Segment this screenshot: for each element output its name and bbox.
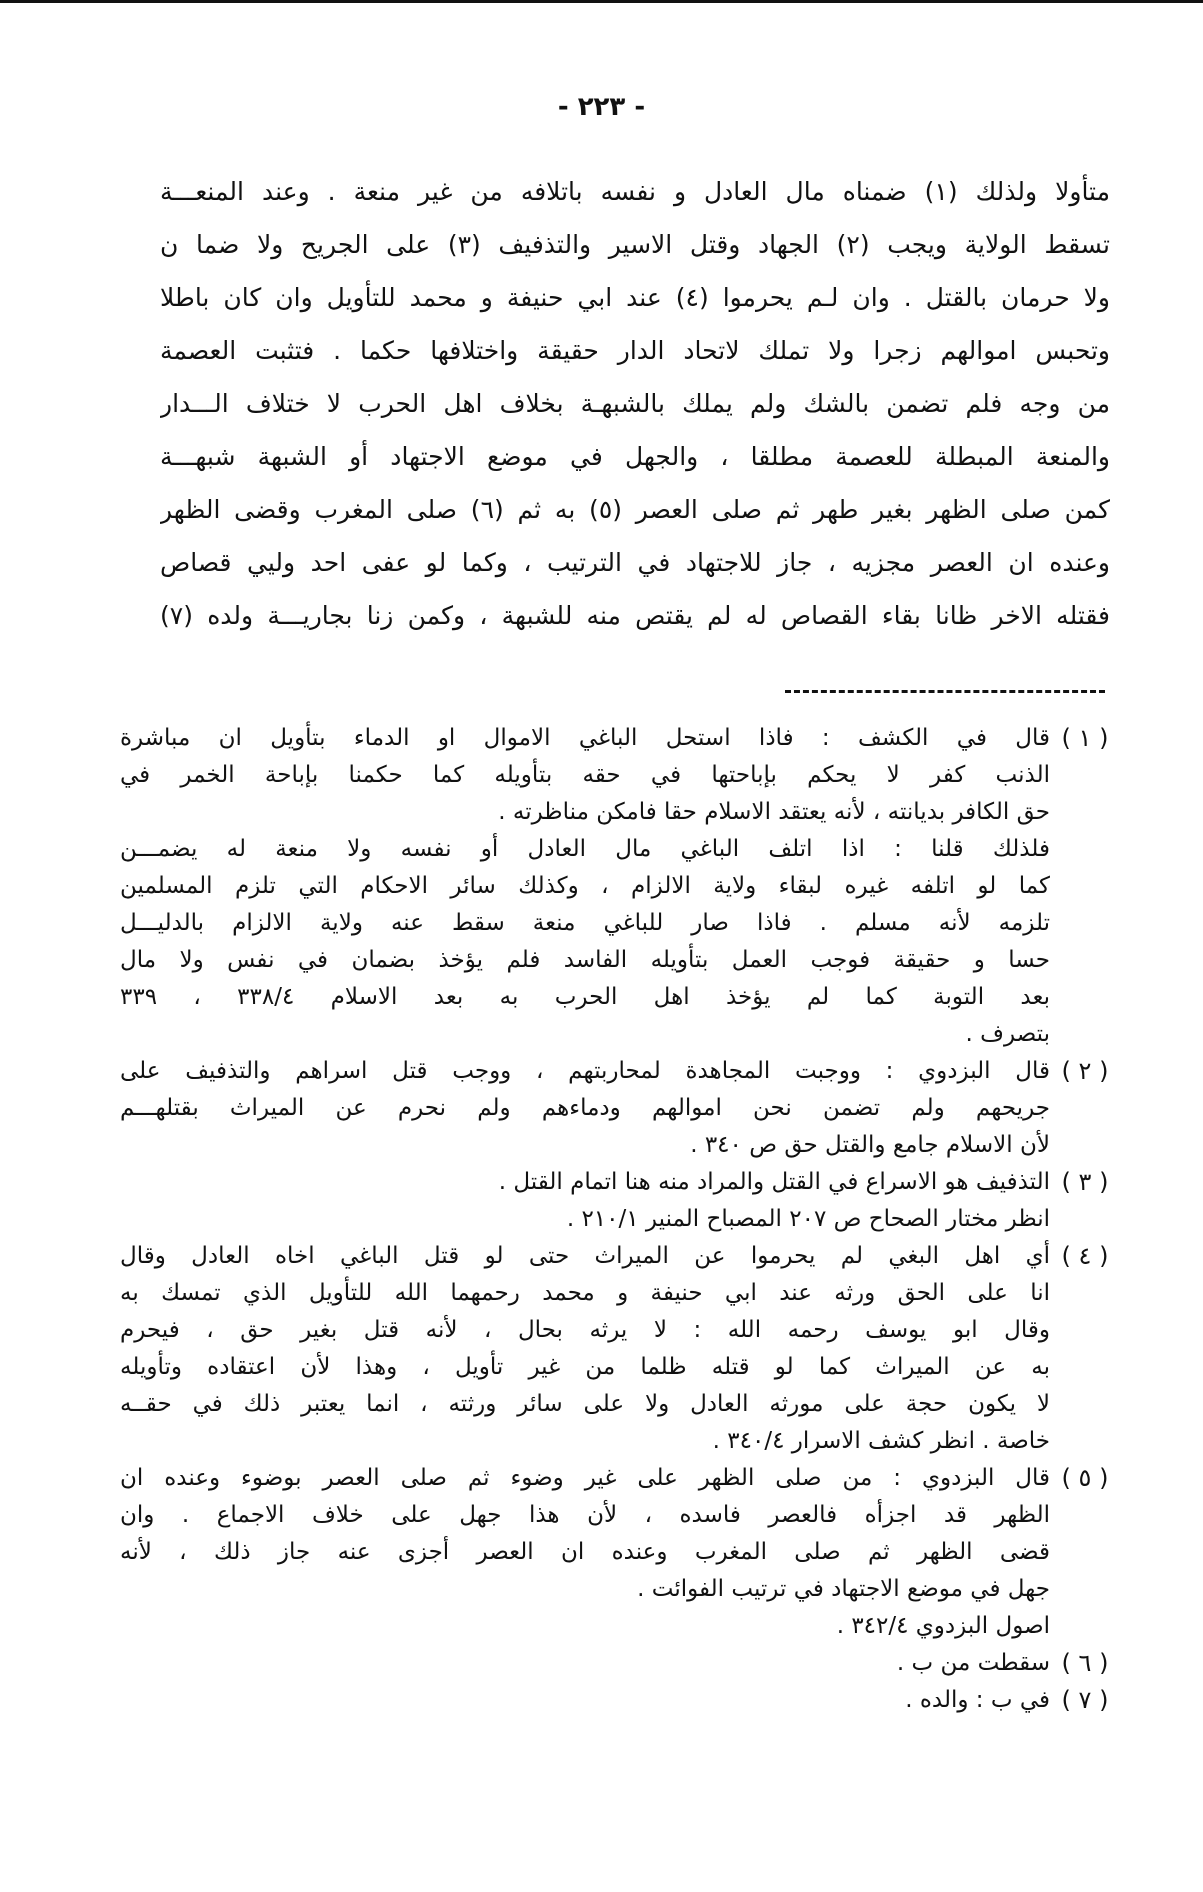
footnote-body bbox=[120, 1460, 1050, 1645]
footnote-number: ( ١ ) bbox=[1061, 724, 1109, 752]
footnote-number: ( ٥ ) bbox=[1061, 1464, 1109, 1492]
footnote-separator bbox=[785, 690, 1105, 693]
footnote-line: بتصرف . bbox=[965, 1021, 1050, 1047]
footnote-number: ( ٦ ) bbox=[1061, 1649, 1109, 1677]
body-line: متأولا ولذلك (١) ضمناه مال العادل و نفسه باتلافه من غير منعة . وعند المنعـــة bbox=[160, 177, 1110, 206]
footnote-body bbox=[120, 720, 1050, 1053]
body-line: وعنده ان العصر مجزيه ، جاز للاجتهاد في الترتيب ، وكما لو عفى احد وليي قصاص bbox=[160, 548, 1110, 577]
body-line: والمنعة المبطلة للعصمة مطلقا ، والجهل في موضع الاجتهاد أو الشبهة شبهـــة bbox=[160, 442, 1110, 471]
footnote-body bbox=[120, 1053, 1050, 1164]
footnote-line: اصول البزدوي ٣٤٢/٤ . bbox=[836, 1613, 1050, 1639]
footnote-line: في ب : والده . bbox=[905, 1687, 1050, 1713]
footnote-2 bbox=[120, 1053, 1120, 1164]
footnote-line: حسا و حقيقة فوجب العمل بتأويله الفاسد فلم يؤخذ بضمان في نفس ولا مال bbox=[120, 947, 1050, 973]
main-body-text bbox=[160, 165, 1110, 642]
footnote-4 bbox=[120, 1238, 1120, 1460]
body-line: من وجه فلم تضمن بالشك ولم يملك بالشبهـة بخلاف اهل الحرب لا ختلاف الـــدار bbox=[160, 389, 1110, 418]
footnote-line: لأن الاسلام جامع والقتل حق ص ٣٤٠ . bbox=[690, 1132, 1050, 1158]
body-line: تسقط الولاية ويجب (٢) الجهاد وقتل الاسير والتذفيف (٣) على الجريح ولا ضما ن bbox=[160, 230, 1110, 259]
body-line: كمن صلى الظهر بغير طهر ثم صلى العصر (٥) به ثم (٦) صلى المغرب وقضى الظهر bbox=[160, 495, 1110, 524]
page-number: - ٢٢٣ - bbox=[557, 92, 646, 122]
footnote-line: قضى الظهر ثم صلى المغرب وعنده ان العصر أجزى عنه جاز ذلك ، لأنه bbox=[120, 1539, 1050, 1565]
footnote-body bbox=[120, 1682, 1050, 1719]
footnote-line: الظهر قد اجزأه فالعصر فاسده ، لأن هذا جهل على خلاف الاجماع . وان bbox=[120, 1502, 1050, 1528]
footnote-line: سقطت من ب . bbox=[896, 1650, 1050, 1676]
footnote-line: انا على الحق ورثه عند ابي حنيفة و محمد رحمهما الله للتأويل الذي تمسك به bbox=[120, 1280, 1050, 1306]
footnote-7 bbox=[120, 1682, 1120, 1719]
footnote-number: ( ٣ ) bbox=[1061, 1168, 1109, 1196]
body-line: ولا حرمان بالقتل . وان لـم يحرموا (٤) عند ابي حنيفة و محمد للتأويل وان كان باطلا bbox=[160, 283, 1110, 312]
footnote-3 bbox=[120, 1164, 1120, 1238]
footnote-line: به عن الميراث كما لو قتله ظلما من غير تأويل ، وهذا لأن اعتقاده وتأويله bbox=[120, 1354, 1050, 1380]
footnote-line: خاصة . انظر كشف الاسرار ٣٤٠/٤ . bbox=[712, 1428, 1050, 1454]
footnote-line: بعد التوبة كما لم يؤخذ اهل الحرب به بعد الاسلام ٣٣٨/٤ ، ٣٣٩ bbox=[120, 984, 1050, 1010]
footnote-line: قال في الكشف : فاذا استحل الباغي الاموال او الدماء بتأويل ان مباشرة bbox=[120, 725, 1050, 751]
top-border-rule bbox=[0, 0, 1203, 3]
body-line: فقتله الاخر ظانا بقاء القصاص له لم يقتص منه للشبهة ، وكمن زنا بجاريـــة ولده (٧) bbox=[160, 601, 1110, 630]
footnote-line: وقال ابو يوسف رحمه الله : لا يرثه بحال ، لأنه قتل بغير حق ، فيحرم bbox=[120, 1317, 1050, 1343]
footnote-1 bbox=[120, 720, 1120, 1053]
footnote-line: الذنب كفر لا يحكم بإباحتها في حقه بتأويله كما حكمنا بإباحة الخمر في bbox=[120, 762, 1050, 788]
footnote-number: ( ٧ ) bbox=[1061, 1686, 1109, 1714]
footnote-body bbox=[120, 1164, 1050, 1238]
footnote-body bbox=[120, 1238, 1050, 1460]
footnote-line: فلذلك قلنا : اذا اتلف الباغي مال العادل أو نفسه ولا منعة له يضمـــن bbox=[120, 836, 1050, 862]
footnote-body bbox=[120, 1645, 1050, 1682]
footnote-line: جهل في موضع الاجتهاد في ترتيب الفوائت . bbox=[637, 1576, 1050, 1602]
footnote-line: تلزمه لأنه مسلم . فاذا صار للباغي منعة سقط عنه ولاية الالزام بالدليـــل bbox=[120, 910, 1050, 936]
footnote-line: التذفيف هو الاسراع في القتل والمراد منه هنا اتمام القتل . bbox=[498, 1169, 1050, 1195]
footnote-number: ( ٢ ) bbox=[1061, 1057, 1109, 1085]
footnotes-section bbox=[120, 720, 1120, 1719]
footnote-line: جريحهم ولم تضمن نحن اموالهم ودماءهم ولم نحرم عن الميراث بقتلهـــم bbox=[120, 1095, 1050, 1121]
footnote-line: لا يكون حجة على مورثه العادل ولا على سائر ورثته ، انما يعتبر ذلك في حقــه bbox=[120, 1391, 1050, 1417]
footnote-number: ( ٤ ) bbox=[1061, 1242, 1109, 1270]
footnote-line: انظر مختار الصحاح ص ٢٠٧ المصباح المنير ٢١٠/١ . bbox=[566, 1206, 1050, 1232]
footnote-line: كما لو اتلفه غيره لبقاء ولاية الالزام ، وكذلك سائر الاحكام التي تلزم المسلمين bbox=[120, 873, 1050, 899]
footnote-line: أي اهل البغي لم يحرموا عن الميراث حتى لو قتل الباغي اخاه العادل وقال bbox=[120, 1243, 1050, 1269]
footnote-line: قال البزدوي : ووجبت المجاهدة لمحاربتهم ، ووجب قتل اسراهم والتذفيف على bbox=[120, 1058, 1050, 1084]
body-line: وتحبس اموالهم زجرا ولا تملك لاتحاد الدار حقيقة واختلافها حكما . فتثبت العصمة bbox=[160, 336, 1110, 365]
footnote-line: قال البزدوي : من صلى الظهر على غير وضوء ثم صلى العصر بوضوء وعنده ان bbox=[120, 1465, 1050, 1491]
footnote-6 bbox=[120, 1645, 1120, 1682]
footnote-line: حق الكافر بديانته ، لأنه يعتقد الاسلام حقا فامكن مناظرته . bbox=[498, 799, 1050, 825]
footnote-5 bbox=[120, 1460, 1120, 1645]
